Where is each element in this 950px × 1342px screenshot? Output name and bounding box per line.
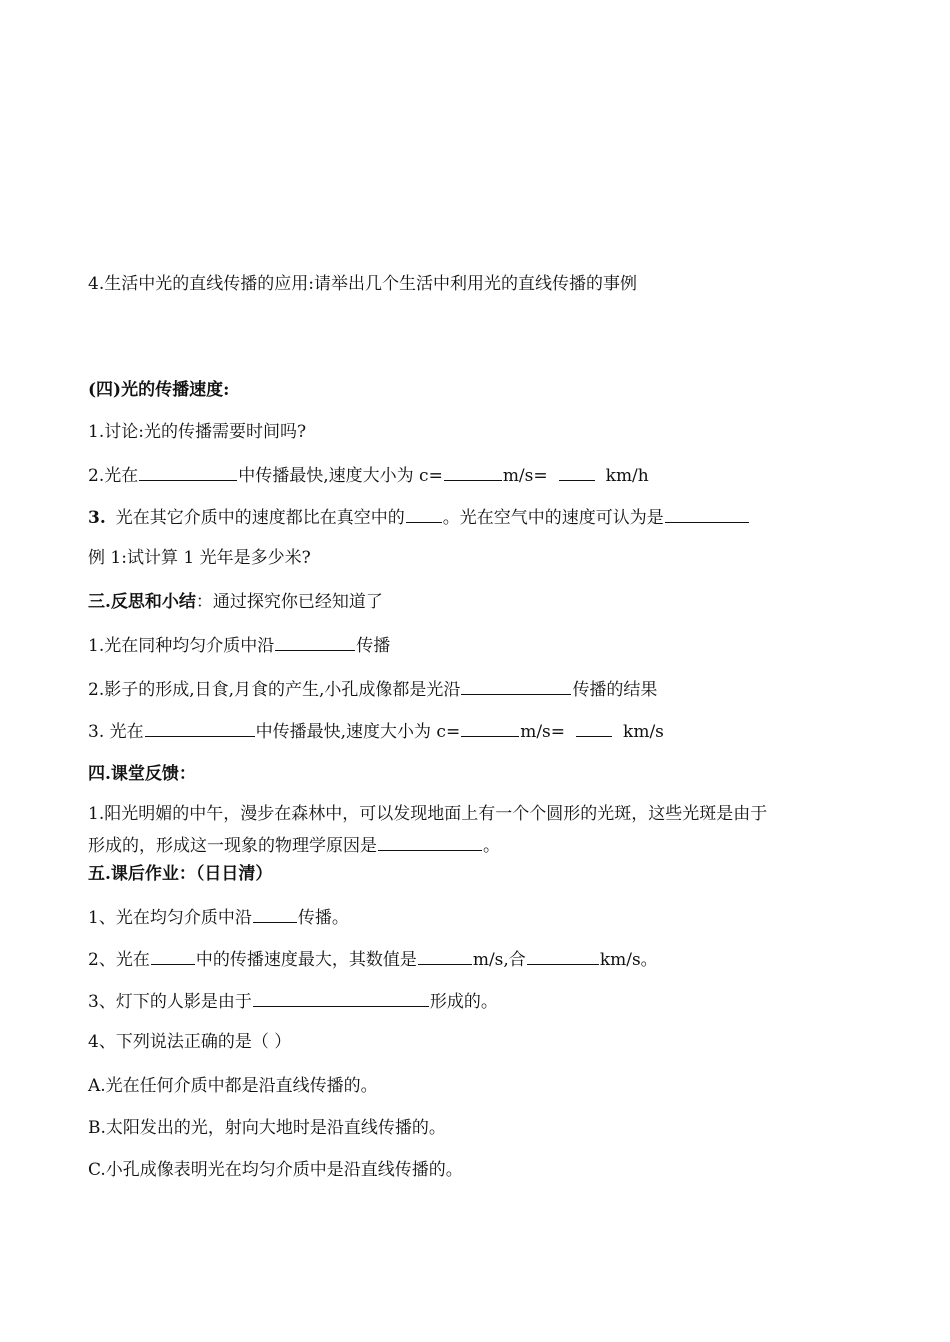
text: 形成的。 xyxy=(429,992,498,1012)
option-c: C.小孔成像表明光在均匀介质中是沿直线传播的。 xyxy=(88,1160,463,1180)
heading-rest: ：通过探究你已经知道了 xyxy=(195,592,383,612)
speed-line-3 xyxy=(88,504,750,530)
text: 。光在空气中的速度可认为是 xyxy=(442,508,664,528)
homework-q2 xyxy=(88,946,658,972)
reflect-line-1 xyxy=(88,632,390,658)
text: 1、光在均匀介质中沿 xyxy=(88,908,252,928)
feedback-line-1: 1.阳光明媚的中午，漫步在森林中，可以发现地面上有一个个圆形的光斑，这些光斑是由于 xyxy=(88,804,768,824)
text: 光在其它介质中的速度都比在真空中的 xyxy=(115,508,405,528)
text: 传播。 xyxy=(297,908,349,928)
example-1: 例 1:试计算 1 光年是多少米? xyxy=(88,548,311,568)
answer-blank[interactable] xyxy=(253,988,429,1007)
text: 传播 xyxy=(356,636,391,656)
text: m/s= xyxy=(520,722,566,742)
homework-q1 xyxy=(88,904,349,930)
section-speed-heading: (四)光的传播速度: xyxy=(88,380,230,400)
text: 形成的，形成这一现象的物理学原因是 xyxy=(88,836,377,856)
answer-blank[interactable] xyxy=(418,946,472,965)
answer-blank[interactable] xyxy=(275,632,355,651)
text: 3. 光在 xyxy=(88,722,144,742)
speed-line-2 xyxy=(88,462,649,488)
item-number: 3. xyxy=(88,508,106,528)
text: 中的传播速度最大，其数值是 xyxy=(195,950,417,970)
answer-blank[interactable] xyxy=(444,462,502,481)
answer-blank[interactable] xyxy=(576,718,612,737)
text: m/s,合 xyxy=(472,950,526,970)
answer-blank[interactable] xyxy=(139,462,237,481)
answer-blank[interactable] xyxy=(151,946,195,965)
section-feedback-heading: 四.课堂反馈： xyxy=(88,764,196,784)
answer-blank[interactable] xyxy=(665,504,749,523)
homework-q4: 4、下列说法正确的是（ ） xyxy=(88,1032,292,1052)
text: 中传播最快,速度大小为 c= xyxy=(238,466,443,486)
text: km/s xyxy=(623,722,664,742)
answer-blank[interactable] xyxy=(461,718,519,737)
text: 传播的结果 xyxy=(572,680,658,700)
answer-blank[interactable] xyxy=(406,504,442,523)
reflect-line-2 xyxy=(88,676,657,702)
answer-blank[interactable] xyxy=(145,718,255,737)
text: 2、光在 xyxy=(88,950,150,970)
section-reflect-heading xyxy=(88,590,383,614)
answer-blank[interactable] xyxy=(559,462,595,481)
heading-bold: 三.反思和小结 xyxy=(88,592,196,612)
text: 3、灯下的人影是由于 xyxy=(88,992,252,1012)
feedback-line-2 xyxy=(88,832,500,858)
text: 中传播最快,速度大小为 c= xyxy=(255,722,461,742)
text: 。 xyxy=(483,836,500,856)
text: 1.光在同种均匀介质中沿 xyxy=(88,636,275,656)
answer-blank[interactable] xyxy=(461,676,571,695)
text: 2.光在 xyxy=(88,466,139,486)
text: km/h xyxy=(605,466,649,486)
reflect-line-3 xyxy=(88,718,664,744)
text: 2.影子的形成,日食,月食的产生,小孔成像都是光沿 xyxy=(88,680,461,700)
answer-blank[interactable] xyxy=(253,904,297,923)
speed-line-1: 1.讨论:光的传播需要时间吗? xyxy=(88,422,307,442)
text: km/s。 xyxy=(599,950,658,970)
section-homework-heading: 五.课后作业：（日日清） xyxy=(88,864,273,884)
text: m/s= xyxy=(502,466,548,486)
option-a: A.光在任何介质中都是沿直线传播的。 xyxy=(88,1076,378,1096)
answer-blank[interactable] xyxy=(378,832,482,851)
homework-q3 xyxy=(88,988,498,1014)
answer-blank[interactable] xyxy=(527,946,599,965)
application-question: 4.生活中光的直线传播的应用:请举出几个生活中利用光的直线传播的事例 xyxy=(88,274,637,294)
option-b: B.太阳发出的光，射向大地时是沿直线传播的。 xyxy=(88,1118,446,1138)
